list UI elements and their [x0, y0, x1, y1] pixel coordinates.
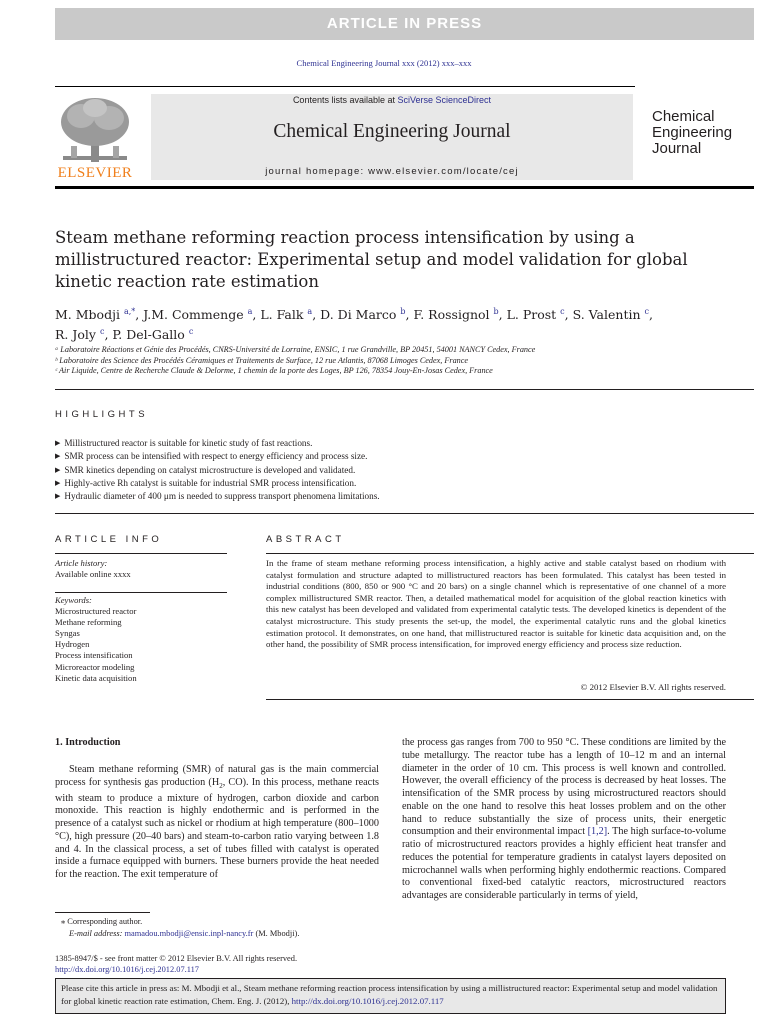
- highlight-item: ▶ Highly-active Rh catalyst is suitable for industrial SMR process intensification.: [55, 477, 745, 490]
- author-name[interactable]: S. Valentin: [572, 307, 641, 323]
- article-info-heading: ARTICLE INFO: [55, 534, 163, 545]
- reference-link[interactable]: [1,2]: [587, 826, 608, 838]
- issn-line: 1385-8947/$ - see front matter © 2012 Elsevier B.V. All rights reserved.: [55, 954, 298, 963]
- author-affil-mark[interactable]: c: [560, 307, 565, 316]
- affiliation-b: ᵇ Laboratoire des Science des Procédés Céramiques et Traitements de Surface, 12 rue Atlantis, 87068 Limoges Cedex, France: [55, 355, 469, 365]
- article-in-press-banner: ARTICLE IN PRESS: [55, 8, 754, 40]
- keyword: Methane reforming: [55, 617, 122, 628]
- journal-logo-line: Journal: [652, 140, 702, 157]
- author-name[interactable]: J.M. Commenge: [143, 307, 244, 323]
- highlights-heading: HIGHLIGHTS: [55, 409, 149, 420]
- body-column-left: [55, 764, 379, 882]
- author-affil-mark[interactable]: a: [247, 307, 253, 316]
- keywords-label: Keywords:: [55, 595, 92, 605]
- author-sep: ,: [649, 307, 653, 323]
- citation-text: Please cite this article in press as: M. Mbodji et al., Steam methane reforming reaction process intensification by using a millistructured reactor: Experimental setup and model validation for global kinetic reaction rate estimation, Chem. Eng. J. (2012),: [61, 983, 718, 1006]
- highlight-item: ▶ SMR process can be intensified with respect to energy efficiency and process size.: [55, 450, 745, 463]
- author-name[interactable]: P. Del-Gallo: [112, 327, 185, 343]
- author-sep: ,: [312, 307, 321, 323]
- keyword: Microstructured reactor: [55, 606, 137, 617]
- author-sep: ,: [252, 307, 261, 323]
- keyword: Kinetic data acquisition: [55, 672, 137, 683]
- author-sep: ,: [135, 307, 144, 323]
- keywords: [55, 595, 227, 684]
- email-label: E-mail address:: [69, 928, 125, 938]
- highlight-item: ▶ Hydraulic diameter of 400 μm is needed to suppress transport phenomena limitations.: [55, 490, 745, 503]
- author-name[interactable]: F. Rossignol: [413, 307, 490, 323]
- contents-prefix: Contents lists available at: [292, 95, 398, 105]
- author-sep: ,: [498, 307, 507, 323]
- doi-link[interactable]: http://dx.doi.org/10.1016/j.cej.2012.07.117: [55, 965, 199, 974]
- article-info-rule: [55, 553, 227, 554]
- abstract-text: In the frame of steam methane reforming process intensification, a highly active and stable catalyst based on rhodium with catalyst formulation and structure adapted to millistructured reactors has been formulated. This catalyst has been tested in industrial conditions (800, 850 or 900 °C and 20 bars) on a single channel which is representative of one channel of a more complex millistructured SMR reactor. Then, a detailed mathematical model for acquisition of the global reaction kinetics with this new catalyst has been developed and validated from experimental catalytic tests. The developed kinetics is dependent of the catalyst microstructure. This study presents the set-up, the model, the experimental catalytic runs and the global kinetics estimation protocol. It demonstrates, on one hand, that millistructured reactor is suitable for kinetic data acquisition and, on the other hand, the possibility of SMR process intensification, for improved energy efficiency and process size reduction.: [266, 558, 726, 650]
- subscript: 2: [219, 781, 223, 790]
- homepage-prefix: journal homepage:: [265, 166, 369, 177]
- homepage-link[interactable]: www.elsevier.com/locate/cej: [368, 166, 519, 177]
- citation-doi-link[interactable]: http://dx.doi.org/10.1016/j.cej.2012.07.117: [291, 995, 444, 1006]
- author-affil-mark[interactable]: b: [493, 307, 499, 316]
- affiliation-a: ᵃ Laboratoire Réactions et Génie des Procédés, CNRS-Université de Lorraine, ENSIC, 1 rue Grandville, BP 20451, 54001 NANCY Cedex, France: [55, 345, 536, 354]
- history-label: Article history:: [55, 558, 108, 568]
- author-list: [55, 303, 745, 343]
- body-text: , CO). In this process, methane reacts with steam to produce a mixture of hydrogen, carbon dioxide and carbon monoxide. This reaction is highly endothermic and is performed in the presence of a catalyst such as nickel or rhodium at high temperature (800–1000 °C), high pressure (20–40 bars) and steam-to-carbon ratio varying between 1.8 and 4. In the classical process, a set of tubes filled with catalyst is operated inside a furnace equipped with burners. These burners provide the heat needed for the reaction. The exit temperature of: [55, 776, 379, 881]
- author-name[interactable]: L. Prost: [506, 307, 557, 323]
- author-name[interactable]: M. Mbodji: [55, 307, 120, 323]
- abstract-heading: ABSTRACT: [266, 534, 345, 545]
- journal-homepage: [151, 166, 633, 177]
- body-text: . The high surface-to-volume ratio of microstructured reactors provides a highly efficient heat transfer and reduces the potential for temperature gradients in catalyst layers deposited on microchannel walls when performing highly endothermic reactions. Compared to conventional fixed-bed catalytic reactors, microstructured reactors advantages are considerable particularly in terms of yield,: [402, 826, 726, 901]
- front-matter: [55, 953, 455, 975]
- article-info-rule: [55, 592, 227, 593]
- article-title: Steam methane reforming reaction process intensification by using a millistructured reactor: Experimental setup and model validation for global kinetic reaction rate estimation: [55, 228, 688, 291]
- author-name[interactable]: R. Joly: [55, 327, 96, 343]
- affiliation-c: ᶜ Air Liquide, Centre de Recherche Claude & Delorme, 1 chemin de la porte des Loges, BP 126, 78354 Jouy-En-Josas Cedex, France: [55, 366, 493, 375]
- corresponding-author: ⁎ Corresponding author.: [61, 917, 143, 926]
- author-name[interactable]: D. Di Marco: [320, 307, 397, 323]
- abstract-rule: [266, 699, 754, 700]
- journal-logo-line: Chemical: [652, 108, 715, 125]
- citation-box: [55, 978, 726, 1014]
- author-affil-mark[interactable]: b: [400, 307, 406, 316]
- author-affil-mark[interactable]: a,*: [123, 307, 136, 316]
- section-heading-introduction: 1. Introduction: [55, 737, 121, 748]
- highlights-list: [55, 437, 745, 503]
- author-affil-mark[interactable]: c: [99, 327, 105, 337]
- affiliations: [55, 345, 745, 377]
- author-affil-mark[interactable]: c: [644, 307, 649, 316]
- section-divider: [55, 513, 754, 514]
- body-text: Steam methane reforming (SMR) of natural gas is the main commercial process for synthesis gas production (H: [55, 764, 379, 788]
- section-divider: [55, 389, 754, 390]
- email-suffix: (M. Mbodji).: [253, 928, 300, 938]
- journal-reference[interactable]: Chemical Engineering Journal xxx (2012) xxx–xxx: [296, 58, 472, 68]
- email-link[interactable]: mamadou.mbodji@ensic.inpl-nancy.fr: [124, 928, 254, 938]
- highlight-item: ▶ Millistructured reactor is suitable for kinetic study of fast reactions.: [55, 437, 745, 450]
- author-name[interactable]: L. Falk: [260, 307, 304, 323]
- author-sep: ,: [405, 307, 414, 323]
- journal-title: Chemical Engineering Journal: [273, 121, 511, 142]
- footnote-rule: [55, 912, 150, 913]
- body-column-right: [402, 737, 726, 903]
- keyword: Syngas: [55, 628, 80, 639]
- footnote: [55, 916, 385, 939]
- contents-line: [151, 95, 633, 105]
- abstract-copyright: © 2012 Elsevier B.V. All rights reserved.: [580, 682, 726, 692]
- journal-logo: [652, 109, 732, 157]
- history-value: Available online xxxx: [55, 569, 131, 579]
- keyword: Microreactor modeling: [55, 661, 135, 672]
- highlight-item: ▶ SMR kinetics depending on catalyst microstructure is developed and validated.: [55, 464, 745, 477]
- author-sep: ,: [564, 307, 573, 323]
- abstract-rule: [266, 553, 754, 554]
- body-text: the process gas ranges from 700 to 950 °C. These conditions are limited by the tube metallurgy. The reactor tube has a length of 10–12 m and an internal diameter in the order of 10 cm. This process is well known and controlled. However, the overall efficiency of the process is decreased by heat losses. The intensification of the SMR process by using microstructured reactors should enable on the one hand to resolve this heat losses problem and on the other hand to reduce substantially the size of process units, their energetic consumption and their environmental impact: [402, 737, 726, 838]
- keyword: Hydrogen: [55, 639, 90, 650]
- author-sep: ,: [104, 327, 113, 343]
- author-affil-mark[interactable]: a: [307, 307, 313, 316]
- masthead-rule: [55, 186, 754, 189]
- sciencedirect-link[interactable]: SciVerse ScienceDirect: [397, 95, 492, 105]
- header-rule: [55, 86, 635, 87]
- keyword: Process intensification: [55, 650, 133, 661]
- publisher-wordmark: ELSEVIER: [57, 165, 133, 181]
- author-affil-mark[interactable]: c: [188, 327, 194, 337]
- article-history: [55, 558, 227, 580]
- journal-logo-line: Engineering: [652, 124, 733, 141]
